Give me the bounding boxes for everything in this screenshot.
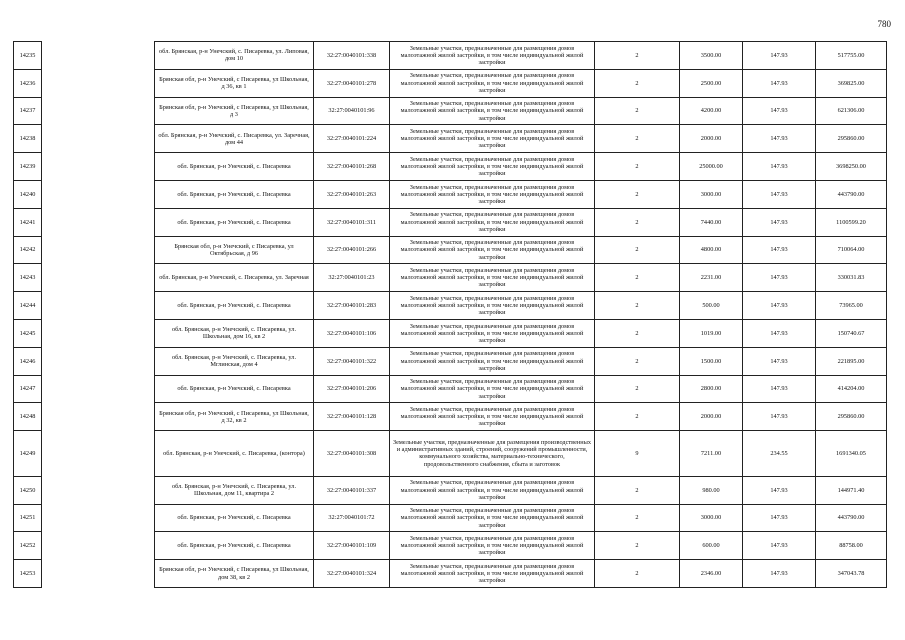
- table-row: [14, 97, 887, 125]
- use-group-cell: 2: [595, 69, 680, 97]
- area-cell: 2800.00: [680, 375, 743, 403]
- land-use-cell: Земельные участки, предназначенные для размещения домов малоэтажной жилой застройки, в том числе индивидуальной жилой застройки: [390, 292, 595, 320]
- use-group-cell: 2: [595, 560, 680, 588]
- cadastral-value-cell: 295860.00: [816, 403, 887, 431]
- use-group-cell: 2: [595, 403, 680, 431]
- use-group-cell: 2: [595, 208, 680, 236]
- area-cell: 600.00: [680, 532, 743, 560]
- address-cell: обл. Брянская, р-н Унечский, с. Писаревка: [155, 532, 314, 560]
- use-group-cell: 2: [595, 236, 680, 264]
- row-number-cell: 14241: [14, 208, 42, 236]
- cadastral-number-cell: 32:27:0040101:128: [314, 403, 390, 431]
- address-cell: обл. Брянская, р-н Унечский, с. Писаревка: [155, 292, 314, 320]
- table-row: [14, 532, 887, 560]
- land-use-cell: Земельные участки, предназначенные для размещения домов малоэтажной жилой застройки, в том числе индивидуальной жилой застройки: [390, 264, 595, 292]
- use-group-cell: 2: [595, 292, 680, 320]
- column-gap: [42, 292, 155, 320]
- row-number-cell: 14239: [14, 153, 42, 181]
- address-cell: обл. Брянская, р-н Унечский, с. Писаревка, ул. Заречная: [155, 264, 314, 292]
- land-use-cell: Земельные участки, предназначенные для размещения домов малоэтажной жилой застройки, в том числе индивидуальной жилой застройки: [390, 69, 595, 97]
- cadastral-number-cell: 32:27:0040101:23: [314, 264, 390, 292]
- table-row: [14, 42, 887, 70]
- column-gap: [42, 532, 155, 560]
- cadastral-number-cell: 32:27:0040101:72: [314, 504, 390, 532]
- address-cell: обл. Брянская, р-н Унечский, с. Писаревка, ул. Школьная, дом 16, кв 2: [155, 319, 314, 347]
- specific-value-cell: 147.93: [743, 236, 816, 264]
- specific-value-cell: 147.93: [743, 347, 816, 375]
- row-number-cell: 14243: [14, 264, 42, 292]
- cadastral-value-cell: 221895.00: [816, 347, 887, 375]
- specific-value-cell: 147.93: [743, 208, 816, 236]
- specific-value-cell: 147.93: [743, 476, 816, 504]
- row-number-cell: 14249: [14, 431, 42, 477]
- land-use-cell: Земельные участки, предназначенные для размещения домов малоэтажной жилой застройки, в том числе индивидуальной жилой застройки: [390, 560, 595, 588]
- area-cell: 2346.00: [680, 560, 743, 588]
- area-cell: 4200.00: [680, 97, 743, 125]
- row-number-cell: 14250: [14, 476, 42, 504]
- address-cell: обл. Брянская, р-н Унечский, с. Писаревка, ул. Заречная, дом 44: [155, 125, 314, 153]
- column-gap: [42, 319, 155, 347]
- address-cell: обл. Брянская, р-н Унечский, с. Писаревка: [155, 504, 314, 532]
- cadastral-number-cell: 32:27:0040101:311: [314, 208, 390, 236]
- land-use-cell: Земельные участки, предназначенные для размещения домов малоэтажной жилой застройки, в том числе индивидуальной жилой застройки: [390, 125, 595, 153]
- specific-value-cell: 147.93: [743, 264, 816, 292]
- table-row: [14, 347, 887, 375]
- address-cell: обл. Брянская, р-н Унечский, с. Писаревка: [155, 208, 314, 236]
- page-number: 780: [877, 19, 891, 29]
- table-row: [14, 403, 887, 431]
- cadastral-number-cell: 32:27:0040101:224: [314, 125, 390, 153]
- land-use-cell: Земельные участки, предназначенные для размещения домов малоэтажной жилой застройки, в том числе индивидуальной жилой застройки: [390, 236, 595, 264]
- table-row: [14, 264, 887, 292]
- table-row: [14, 560, 887, 588]
- land-use-cell: Земельные участки, предназначенные для размещения домов малоэтажной жилой застройки, в том числе индивидуальной жилой застройки: [390, 375, 595, 403]
- cadastral-value-cell: 443790.00: [816, 180, 887, 208]
- cadastral-value-cell: 150740.67: [816, 319, 887, 347]
- use-group-cell: 9: [595, 431, 680, 477]
- cadastral-number-cell: 32:27:0040101:266: [314, 236, 390, 264]
- address-cell: Брянская обл, р-н Унечский, с Писаревка, ул Школьная, дом 38, кв 2: [155, 560, 314, 588]
- column-gap: [42, 375, 155, 403]
- table-row: [14, 375, 887, 403]
- column-gap: [42, 153, 155, 181]
- land-use-cell: Земельные участки, предназначенные для размещения домов малоэтажной жилой застройки, в том числе индивидуальной жилой застройки: [390, 504, 595, 532]
- column-gap: [42, 69, 155, 97]
- use-group-cell: 2: [595, 180, 680, 208]
- land-use-cell: Земельные участки, предназначенные для размещения производственных и административных зданий, строений, сооружений промышленности, коммунального хозяйства, материально-технического, продовольственного снабжения, сбыта и заготовок: [390, 431, 595, 477]
- specific-value-cell: 147.93: [743, 97, 816, 125]
- specific-value-cell: 147.93: [743, 153, 816, 181]
- cadastral-number-cell: 32:27:0040101:268: [314, 153, 390, 181]
- land-use-cell: Земельные участки, предназначенные для размещения домов малоэтажной жилой застройки, в том числе индивидуальной жилой застройки: [390, 153, 595, 181]
- specific-value-cell: 147.93: [743, 180, 816, 208]
- column-gap: [42, 208, 155, 236]
- use-group-cell: 2: [595, 42, 680, 70]
- cadastral-number-cell: 32:27:0040101:337: [314, 476, 390, 504]
- specific-value-cell: 147.93: [743, 560, 816, 588]
- cadastral-value-cell: 330031.83: [816, 264, 887, 292]
- column-gap: [42, 97, 155, 125]
- row-number-cell: 14245: [14, 319, 42, 347]
- cadastral-value-cell: 295860.00: [816, 125, 887, 153]
- area-cell: 2000.00: [680, 125, 743, 153]
- land-use-cell: Земельные участки, предназначенные для размещения домов малоэтажной жилой застройки, в том числе индивидуальной жилой застройки: [390, 532, 595, 560]
- land-use-cell: Земельные участки, предназначенные для размещения домов малоэтажной жилой застройки, в том числе индивидуальной жилой застройки: [390, 42, 595, 70]
- use-group-cell: 2: [595, 319, 680, 347]
- row-number-cell: 14242: [14, 236, 42, 264]
- land-use-cell: Земельные участки, предназначенные для размещения домов малоэтажной жилой застройки, в том числе индивидуальной жилой застройки: [390, 403, 595, 431]
- address-cell: Брянская обл, р-н Унечский, с Писаревка, ул Школьная, д 36, кв 1: [155, 69, 314, 97]
- use-group-cell: 2: [595, 153, 680, 181]
- column-gap: [42, 180, 155, 208]
- table-row: [14, 208, 887, 236]
- specific-value-cell: 147.93: [743, 403, 816, 431]
- column-gap: [42, 42, 155, 70]
- address-cell: обл. Брянская, р-н Унечский, с. Писаревка: [155, 153, 314, 181]
- specific-value-cell: 147.93: [743, 125, 816, 153]
- area-cell: 2000.00: [680, 403, 743, 431]
- table-row: [14, 504, 887, 532]
- column-gap: [42, 560, 155, 588]
- address-cell: Брянская обл, р-н Унечский, с Писаревка, ул Школьная, д 3: [155, 97, 314, 125]
- land-use-cell: Земельные участки, предназначенные для размещения домов малоэтажной жилой застройки, в том числе индивидуальной жилой застройки: [390, 208, 595, 236]
- cadastral-number-cell: 32:27:0040101:324: [314, 560, 390, 588]
- cadastral-value-cell: 369825.00: [816, 69, 887, 97]
- row-number-cell: 14235: [14, 42, 42, 70]
- table-row: [14, 431, 887, 477]
- cadastral-value-cell: 3698250.00: [816, 153, 887, 181]
- specific-value-cell: 147.93: [743, 532, 816, 560]
- cadastral-value-cell: 710064.00: [816, 236, 887, 264]
- cadastral-value-cell: 443790.00: [816, 504, 887, 532]
- area-cell: 7440.00: [680, 208, 743, 236]
- area-cell: 7211.00: [680, 431, 743, 477]
- column-gap: [42, 236, 155, 264]
- row-number-cell: 14252: [14, 532, 42, 560]
- cadastral-number-cell: 32:27:0040101:263: [314, 180, 390, 208]
- row-number-cell: 14253: [14, 560, 42, 588]
- area-cell: 2231.00: [680, 264, 743, 292]
- address-cell: обл. Брянская, р-н Унечский, с. Писаревка, (контора): [155, 431, 314, 477]
- address-cell: обл. Брянская, р-н Унечский, с. Писаревка, ул. Мглинская, дом 4: [155, 347, 314, 375]
- use-group-cell: 2: [595, 476, 680, 504]
- specific-value-cell: 147.93: [743, 319, 816, 347]
- cadastral-value-cell: 1100599.20: [816, 208, 887, 236]
- cadastral-number-cell: 32:27:0040101:322: [314, 347, 390, 375]
- cadastral-value-cell: 517755.00: [816, 42, 887, 70]
- cadastral-value-cell: 414204.00: [816, 375, 887, 403]
- row-number-cell: 14236: [14, 69, 42, 97]
- column-gap: [42, 347, 155, 375]
- specific-value-cell: 147.93: [743, 292, 816, 320]
- address-cell: обл. Брянская, р-н Унечский, с. Писаревка, ул. Школьная, дом 11, квартира 2: [155, 476, 314, 504]
- table-row: [14, 180, 887, 208]
- cadastral-value-cell: 1691340.05: [816, 431, 887, 477]
- column-gap: [42, 476, 155, 504]
- area-cell: 3500.00: [680, 42, 743, 70]
- table-row: [14, 69, 887, 97]
- cadastral-value-cell: 144971.40: [816, 476, 887, 504]
- address-cell: обл. Брянская, р-н Унечский, с. Писаревка: [155, 375, 314, 403]
- table-row: [14, 236, 887, 264]
- cadastral-value-cell: 73965.00: [816, 292, 887, 320]
- area-cell: 25000.00: [680, 153, 743, 181]
- area-cell: 3000.00: [680, 180, 743, 208]
- cadastral-number-cell: 32:27:0040101:338: [314, 42, 390, 70]
- address-cell: обл. Брянская, р-н Унечский, с. Писаревка, ул. Липовая, дом 10: [155, 42, 314, 70]
- table-row: [14, 476, 887, 504]
- area-cell: 3000.00: [680, 504, 743, 532]
- area-cell: 2500.00: [680, 69, 743, 97]
- area-cell: 1019.00: [680, 319, 743, 347]
- cadastral-value-cell: 347043.78: [816, 560, 887, 588]
- use-group-cell: 2: [595, 504, 680, 532]
- land-use-cell: Земельные участки, предназначенные для размещения домов малоэтажной жилой застройки, в том числе индивидуальной жилой застройки: [390, 476, 595, 504]
- row-number-cell: 14238: [14, 125, 42, 153]
- row-number-cell: 14246: [14, 347, 42, 375]
- specific-value-cell: 234.55: [743, 431, 816, 477]
- area-cell: 500.00: [680, 292, 743, 320]
- address-cell: Брянская обл, р-н Унечский, с Писаревка, ул Школьная, д 32, кв 2: [155, 403, 314, 431]
- table-row: [14, 319, 887, 347]
- table-row: [14, 125, 887, 153]
- area-cell: 1500.00: [680, 347, 743, 375]
- land-use-cell: Земельные участки, предназначенные для размещения домов малоэтажной жилой застройки, в том числе индивидуальной жилой застройки: [390, 180, 595, 208]
- cadastral-number-cell: 32:27:0040101:308: [314, 431, 390, 477]
- specific-value-cell: 147.93: [743, 69, 816, 97]
- use-group-cell: 2: [595, 347, 680, 375]
- table-row: [14, 292, 887, 320]
- specific-value-cell: 147.93: [743, 42, 816, 70]
- land-use-cell: Земельные участки, предназначенные для размещения домов малоэтажной жилой застройки, в том числе индивидуальной жилой застройки: [390, 347, 595, 375]
- use-group-cell: 2: [595, 375, 680, 403]
- cadastral-value-table: [13, 41, 887, 588]
- use-group-cell: 2: [595, 264, 680, 292]
- specific-value-cell: 147.93: [743, 375, 816, 403]
- address-cell: Брянская обл, р-н Унечский, с Писаревка, ул Октябрьская, д 96: [155, 236, 314, 264]
- column-gap: [42, 431, 155, 477]
- area-cell: 980.00: [680, 476, 743, 504]
- row-number-cell: 14240: [14, 180, 42, 208]
- specific-value-cell: 147.93: [743, 504, 816, 532]
- cadastral-value-cell: 621306.00: [816, 97, 887, 125]
- column-gap: [42, 504, 155, 532]
- use-group-cell: 2: [595, 125, 680, 153]
- column-gap: [42, 264, 155, 292]
- land-use-cell: Земельные участки, предназначенные для размещения домов малоэтажной жилой застройки, в том числе индивидуальной жилой застройки: [390, 97, 595, 125]
- table-row: [14, 153, 887, 181]
- row-number-cell: 14247: [14, 375, 42, 403]
- cadastral-number-cell: 32:27:0040101:278: [314, 69, 390, 97]
- cadastral-number-cell: 32:27:0040101:96: [314, 97, 390, 125]
- cadastral-number-cell: 32:27:0040101:109: [314, 532, 390, 560]
- cadastral-number-cell: 32:27:0040101:206: [314, 375, 390, 403]
- row-number-cell: 14244: [14, 292, 42, 320]
- row-number-cell: 14237: [14, 97, 42, 125]
- cadastral-number-cell: 32:27:0040101:283: [314, 292, 390, 320]
- cadastral-number-cell: 32:27:0040101:106: [314, 319, 390, 347]
- land-use-cell: Земельные участки, предназначенные для размещения домов малоэтажной жилой застройки, в том числе индивидуальной жилой застройки: [390, 319, 595, 347]
- use-group-cell: 2: [595, 97, 680, 125]
- area-cell: 4800.00: [680, 236, 743, 264]
- address-cell: обл. Брянская, р-н Унечский, с. Писаревка: [155, 180, 314, 208]
- column-gap: [42, 403, 155, 431]
- cadastral-value-cell: 88758.00: [816, 532, 887, 560]
- row-number-cell: 14251: [14, 504, 42, 532]
- use-group-cell: 2: [595, 532, 680, 560]
- column-gap: [42, 125, 155, 153]
- row-number-cell: 14248: [14, 403, 42, 431]
